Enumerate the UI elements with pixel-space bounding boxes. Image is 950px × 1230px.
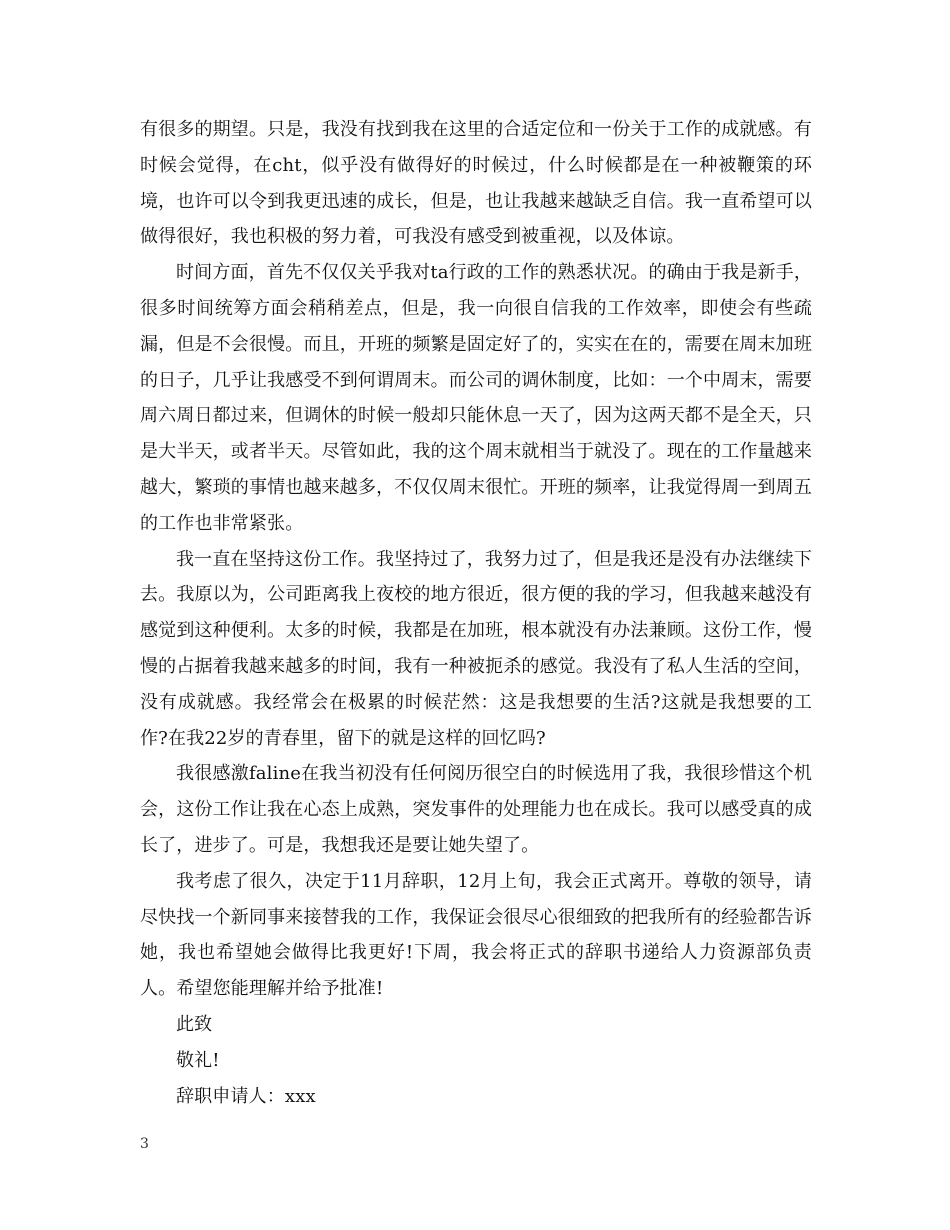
closing-salutation: 此致 <box>176 1013 213 1035</box>
paragraph-continuation: 有很多的期望。只是，我没有找到我在这里的合适定位和一份关于工作的成就感。有时候会觉得，在cht，似乎没有做得好的时候过，什么时候都是在一种被鞭策的环境，也许可以令到我更迅速的成长，但是，也让我越来越缺乏自信。我一直希望可以做得很好，我也积极的努力着，可我没有感受到被重视，以及体谅。 <box>140 119 812 248</box>
paragraph-time-management: 时间方面，首先不仅仅关乎我对ta行政的工作的熟悉状况。的确由于我是新手，很多时间统筹方面会稍稍差点，但是，我一向很自信我的工作效率，即使会有些疏漏，但是不会很慢。而且，开班的频繁是固定好了的，实实在在的，需要在周末加班的日子，几乎让我感受不到何谓周末。而公司的调休制度，比如：一个中周末，需要周六周日都过来，但调休的时候一般却只能休息一天了，因为这两天都不是全天，只是大半天，或者半天。尽管如此，我的这个周末就相当于就没了。现在的工作量越来越大，繁琐的事情也越来越多，不仅仅周末很忙。开班的频率，让我觉得周一到周五的工作也非常紧张。 <box>140 262 812 534</box>
paragraph-persistence: 我一直在坚持这份工作。我坚持过了，我努力过了，但是我还是没有办法继续下去。我原以为，公司距离我上夜校的地方很近，很方便的我的学习，但我越来越没有感觉到这种便利。太多的时候，我都是在加班，根本就没有办法兼顾。这份工作，慢慢的占据着我越来越多的时间，我有一种被扼杀的感觉。我没有了私人生活的空间，没有成就感。我经常会在极累的时候茫然：这是我想要的生活?这就是我想要的工作?在我22岁的青春里，留下的就是这样的回忆吗? <box>140 548 812 749</box>
page-number: 3 <box>140 1136 149 1152</box>
signature-line: 辞职申请人：xxx <box>176 1085 316 1107</box>
closing-regards: 敬礼! <box>176 1049 220 1071</box>
document-body <box>140 112 812 1114</box>
paragraph-gratitude: 我很感激faline在我当初没有任何阅历很空白的时候选用了我，我很珍惜这个机会，这份工作让我在心态上成熟，突发事件的处理能力也在成长。我可以感受真的成长了，进步了。可是，我想我还是要让她失望了。 <box>140 763 812 856</box>
paragraph-resignation-plan: 我考虑了很久，决定于11月辞职，12月上旬，我会正式离开。尊敬的领导，请尽快找一个新同事来接替我的工作，我保证会很尽心很细致的把我所有的经验都告诉她，我也希望她会做得比我更好!下周，我会将正式的辞职书递给人力资源部负责人。希望您能理解并给予批准! <box>140 870 812 1000</box>
